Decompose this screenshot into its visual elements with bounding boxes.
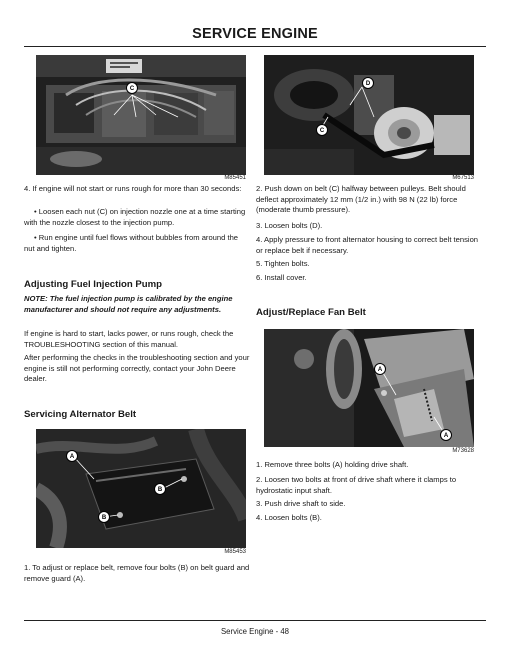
step-2-push-belt: 2. Push down on belt (C) halfway between pulleys. Belt should deflect approximately 12 mm (1/2 in.) with 98 N (22 lb) force (moderate thumb pressure). (256, 184, 466, 215)
engine-nozzle-photo (36, 55, 246, 175)
step-3-loosen-bolts: 3. Loosen bolts (D). (256, 221, 323, 230)
step-5-tighten: 5. Tighten bolts. (256, 259, 310, 268)
belt-guard-photo (36, 429, 246, 548)
figure-id: M73628 (452, 448, 474, 454)
callout-d-label: D (365, 81, 371, 88)
step-6-install-cover: 6. Install cover. (256, 273, 307, 282)
fan-step-4: 4. Loosen bolts (B). (256, 513, 322, 522)
header-rule (24, 46, 486, 47)
heading-adjusting-fuel-injection-pump: Adjusting Fuel Injection Pump (24, 279, 163, 290)
heading-adjust-replace-fan-belt: Adjust/Replace Fan Belt (256, 307, 366, 318)
step-4-apply-pressure: 4. Apply pressure to front alternator housing to correct belt tension or replace belt if necessary. (256, 235, 479, 255)
fan-step-2: 2. Loosen two bolts at front of drive shaft where it clamps to hydrostatic input shaft. (256, 475, 457, 495)
callout-c-label: C (319, 128, 325, 135)
page-title: SERVICE ENGINE (192, 26, 318, 42)
step-4-text: 4. If engine will not start or runs rough for more than 30 seconds: (24, 184, 242, 193)
heading-servicing-alternator-belt: Servicing Alternator Belt (24, 409, 137, 420)
alternator-belt-photo (264, 55, 474, 175)
drive-shaft-photo (264, 329, 474, 447)
note-pump-calibrated: NOTE: The fuel injection pump is calibrated by the engine manufacturer and should not require any adjustments. (24, 294, 233, 314)
bullet-run-engine: • Run engine until fuel flows without bubbles from around the nut and tighten. (24, 233, 239, 253)
fan-step-1: 1. Remove three bolts (A) holding drive shaft. (256, 460, 409, 469)
page-footer: Service Engine - 48 (220, 627, 290, 636)
callout-b-label: B (101, 515, 107, 522)
step-1-remove-guard: 1. To adjust or replace belt, remove four bolts (B) on belt guard and remove guard (A). (24, 563, 250, 583)
callout-a-label: A (443, 433, 449, 440)
callout-a-label: A (69, 454, 75, 461)
footer-rule (24, 620, 486, 621)
figure-id: M85451 (224, 175, 246, 181)
figure-id: M85453 (224, 549, 246, 555)
figure-id: M67513 (452, 175, 474, 181)
callout-b-label: B (157, 487, 163, 494)
callout-a-label: A (377, 367, 383, 374)
paragraph-contact-dealer: After performing the checks in the troubleshooting section and your engine is still not performing correctly, contact your John Deere dealer. (24, 353, 250, 384)
bullet-loosen-nut: • Loosen each nut (C) on injection nozzle one at a time starting with the nozzle closest to the injection pump. (24, 207, 246, 227)
fan-step-3: 3. Push drive shaft to side. (256, 499, 346, 508)
callout-c-label: C (129, 86, 135, 93)
paragraph-hard-to-start: If engine is hard to start, lacks power, or runs rough, check the TROUBLESHOOTING section of this manual. (24, 329, 234, 349)
